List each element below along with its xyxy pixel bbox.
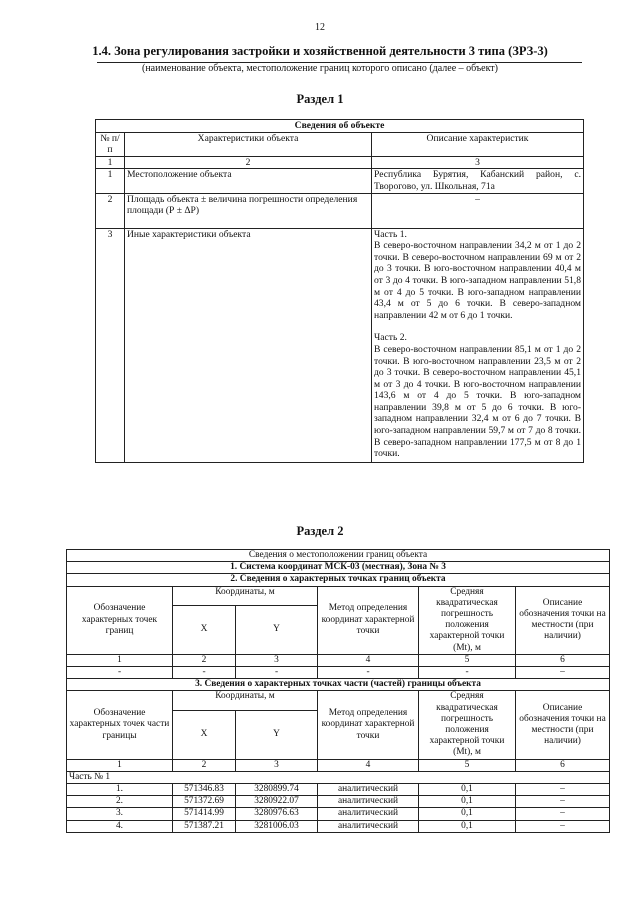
header-y: Y — [236, 710, 318, 759]
cell-x: 571372.69 — [173, 796, 236, 808]
header-x: X — [173, 605, 236, 654]
cell-error: 0,1 — [419, 808, 516, 820]
cell-point: 3. — [67, 808, 173, 820]
cell-desc: – — [516, 808, 610, 820]
row-characteristic: Иные характеристики объекта — [125, 228, 372, 462]
section1-heading: Раздел 1 — [296, 92, 344, 106]
cell-error: 0,1 — [419, 796, 516, 808]
cell-desc: – — [516, 796, 610, 808]
section2-heading: Раздел 2 — [296, 524, 344, 538]
row-description: – — [372, 193, 584, 228]
cell-x: 571414.99 — [173, 808, 236, 820]
header-method: Метод определения координат характерной точки — [318, 586, 419, 654]
boundary-location-table — [66, 549, 610, 833]
table-row — [96, 228, 584, 462]
row-description — [372, 228, 584, 462]
col-number: 2 — [173, 654, 236, 666]
header-characteristic: Характеристики объекта — [125, 132, 372, 156]
cell-error: 0,1 — [419, 820, 516, 832]
header-method: Метод определения координат характерной точки — [318, 691, 419, 759]
header-point: Обозначение характерных точек части границы — [67, 691, 173, 759]
cell-method: аналитический — [318, 796, 419, 808]
part2-text: В северо-восточном направлении 85,1 м от 1 до 2 точки. В юго-восточном направлении 23,5 м от 2 до 3 точки. В северо-восточном направлении 45,1 м от 3 до 4 точки. В юго-восточном направлении 143,6 м от 4 до 5 точки. В юго-западном направлении 39,8 м от 5 до 6 точки. В юго-западном направлении 32,4 м от 6 до 7 точки. В юго-западном направлении 59,7 м от 7 до 8 точки. В северо-западном направлении 177,5 м от 8 до 1 точки. — [374, 343, 582, 460]
cell-point: 2. — [67, 796, 173, 808]
row-number: 1 — [96, 169, 125, 193]
cell-method: - — [318, 667, 419, 679]
row-number: 2 — [96, 193, 125, 228]
sub2-title: 2. Сведения о характерных точках границ объекта — [67, 574, 610, 586]
cell-y: - — [236, 667, 318, 679]
table-row — [67, 667, 610, 679]
col-number: 4 — [318, 759, 419, 771]
header-coords: Координаты, м — [173, 586, 318, 605]
table-row — [67, 796, 610, 808]
header-description: Описание характеристик — [372, 132, 584, 156]
table-title: Сведения о местоположении границ объекта — [67, 550, 610, 562]
cell-error: 0,1 — [419, 784, 516, 796]
col-number: 3 — [236, 654, 318, 666]
col-number: 1 — [96, 156, 125, 169]
zone-title: 1.4. Зона регулирования застройки и хозяйственной деятельности 3 типа (ЗРЗ-3) — [92, 44, 548, 58]
col-number: 2 — [125, 156, 372, 169]
header-error: Средняя квадратическая погрешность положения характерной точки (Mt), м — [419, 586, 516, 654]
cell-error: - — [419, 667, 516, 679]
row-characteristic: Местоположение объекта — [125, 169, 372, 193]
cell-desc: – — [516, 667, 610, 679]
part1-title: Часть 1. — [374, 228, 407, 240]
part-label: Часть № 1 — [67, 771, 610, 783]
cell-method: аналитический — [318, 820, 419, 832]
header-number: № п/п — [96, 132, 125, 156]
cell-y: 3280922.07 — [236, 796, 318, 808]
sub3-title: 3. Сведения о характерных точках части (частей) границы объекта — [67, 679, 610, 691]
cell-x: 571346.83 — [173, 784, 236, 796]
col-number: 3 — [236, 759, 318, 771]
part1-text: В северо-восточном направлении 34,2 м от 1 до 2 точки. В северо-восточном направлении 69 м от 2 до 3 точки. В юго-восточном направлении 40,4 м от 3 до 4 точки. В юго-западном направлении 51,8 м от 4 до 5 точки. В юго-западном направлении 43,4 м от 5 до 6 точки. В северо-западном направлении 42 м от 6 до 1 точки. — [374, 240, 582, 321]
table-row — [96, 193, 584, 228]
cell-x: - — [173, 667, 236, 679]
cell-x: 571387.21 — [173, 820, 236, 832]
cell-method: аналитический — [318, 808, 419, 820]
object-info-table — [95, 119, 584, 463]
col-number: 5 — [419, 759, 516, 771]
header-coords: Координаты, м — [173, 691, 318, 710]
col-number: 1 — [67, 759, 173, 771]
col-number: 6 — [516, 654, 610, 666]
header-y: Y — [236, 605, 318, 654]
cell-point: - — [67, 667, 173, 679]
col-number: 2 — [173, 759, 236, 771]
header-x: X — [173, 710, 236, 759]
table-title: Сведения об объекте — [96, 120, 584, 133]
row-characteristic: Площадь объекта ± величина погрешности определения площади (Р ± ΔР) — [125, 193, 372, 228]
cell-point: 4. — [67, 820, 173, 832]
coord-system: 1. Система координат МСК-03 (местная), Зона № 3 — [67, 562, 610, 574]
row-number: 3 — [96, 228, 125, 462]
cell-y: 3280899.74 — [236, 784, 318, 796]
col-number: 6 — [516, 759, 610, 771]
table-row — [67, 784, 610, 796]
cell-desc: – — [516, 784, 610, 796]
zone-subtitle: (наименование объекта, местоположение границ которого описано (далее – объект) — [141, 63, 499, 74]
col-number: 3 — [372, 156, 584, 169]
header-desc: Описание обозначения точки на местности (при наличии) — [516, 691, 610, 759]
table-row — [67, 820, 610, 832]
col-number: 4 — [318, 654, 419, 666]
cell-y: 3280976.63 — [236, 808, 318, 820]
col-number: 5 — [419, 654, 516, 666]
header-desc: Описание обозначения точки на местности (при наличии) — [516, 586, 610, 654]
table-row — [96, 169, 584, 193]
col-number: 1 — [67, 654, 173, 666]
table-row — [67, 808, 610, 820]
cell-desc: – — [516, 820, 610, 832]
header-point: Обозначение характерных точек границ — [67, 586, 173, 654]
page-number: 12 — [315, 22, 325, 33]
row-description: Республика Бурятия, Кабанский район, с. Творогово, ул. Школьная, 71а — [372, 169, 584, 193]
header-error: Средняя квадратическая погрешность положения характерной точки (Mt), м — [419, 691, 516, 759]
cell-method: аналитический — [318, 784, 419, 796]
cell-point: 1. — [67, 784, 173, 796]
cell-y: 3281006.03 — [236, 820, 318, 832]
part2-title: Часть 2. — [374, 332, 407, 344]
